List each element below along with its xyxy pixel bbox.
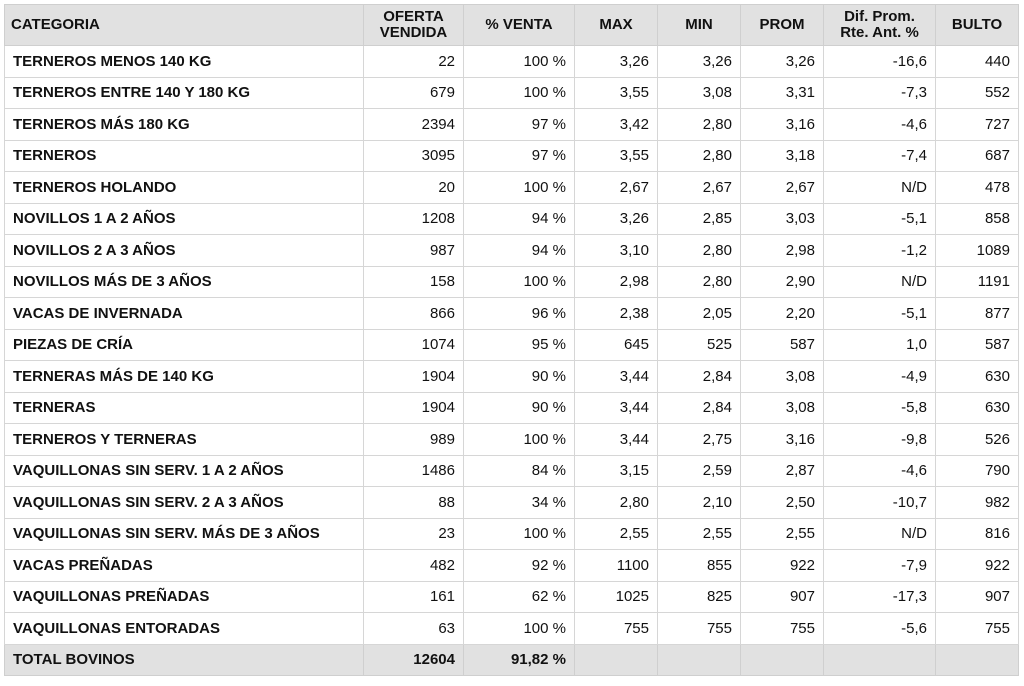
cell-oferta: 22 (364, 46, 464, 78)
cell-dif: -7,9 (824, 550, 936, 582)
cell-min: 2,84 (658, 361, 741, 393)
cell-venta: 100 % (464, 613, 575, 645)
cell-oferta: 20 (364, 172, 464, 204)
cell-venta: 95 % (464, 329, 575, 361)
cell-bulto: 727 (936, 109, 1019, 141)
cell-venta: 100 % (464, 266, 575, 298)
cell-venta: 100 % (464, 424, 575, 456)
table-row (5, 77, 1019, 109)
total-label: TOTAL BOVINOS (5, 644, 364, 675)
cell-max: 3,42 (575, 109, 658, 141)
cell-categoria: VAQUILLONAS SIN SERV. 1 A 2 AÑOS (5, 455, 364, 487)
cell-venta: 34 % (464, 487, 575, 519)
cell-max: 3,10 (575, 235, 658, 267)
header-oferta-line1: OFERTA (383, 8, 444, 25)
table-row (5, 109, 1019, 141)
cell-venta: 62 % (464, 581, 575, 613)
table-row (5, 46, 1019, 78)
table-row (5, 518, 1019, 550)
total-row (5, 644, 1019, 675)
cell-bulto: 755 (936, 613, 1019, 645)
cell-min: 2,84 (658, 392, 741, 424)
cell-max: 3,55 (575, 77, 658, 109)
cell-categoria: TERNEROS MENOS 140 KG (5, 46, 364, 78)
cell-oferta: 88 (364, 487, 464, 519)
cell-categoria: NOVILLOS 2 A 3 AÑOS (5, 235, 364, 267)
table-row (5, 266, 1019, 298)
cell-venta: 100 % (464, 518, 575, 550)
cell-bulto: 630 (936, 392, 1019, 424)
cell-prom: 907 (741, 581, 824, 613)
cell-min: 2,67 (658, 172, 741, 204)
cell-bulto: 552 (936, 77, 1019, 109)
table-row (5, 550, 1019, 582)
cell-min: 2,05 (658, 298, 741, 330)
cell-prom: 3,03 (741, 203, 824, 235)
cell-categoria: TERNERAS MÁS DE 140 KG (5, 361, 364, 393)
cell-dif: N/D (824, 266, 936, 298)
cell-dif: -5,1 (824, 203, 936, 235)
total-blank-bulto (936, 644, 1019, 675)
cell-bulto: 687 (936, 140, 1019, 172)
cell-bulto: 1191 (936, 266, 1019, 298)
cell-dif: -7,3 (824, 77, 936, 109)
cell-min: 855 (658, 550, 741, 582)
cell-oferta: 3095 (364, 140, 464, 172)
cell-prom: 3,08 (741, 392, 824, 424)
total-blank-min (658, 644, 741, 675)
cell-max: 2,80 (575, 487, 658, 519)
header-dif-prom (824, 5, 936, 46)
table-footer (5, 644, 1019, 675)
table-row (5, 455, 1019, 487)
cell-bulto: 922 (936, 550, 1019, 582)
cell-prom: 3,18 (741, 140, 824, 172)
cell-max: 3,15 (575, 455, 658, 487)
cell-categoria: NOVILLOS MÁS DE 3 AÑOS (5, 266, 364, 298)
cell-categoria: TERNEROS ENTRE 140 Y 180 KG (5, 77, 364, 109)
cell-venta: 94 % (464, 235, 575, 267)
cell-dif: 1,0 (824, 329, 936, 361)
cell-oferta: 987 (364, 235, 464, 267)
cell-oferta: 158 (364, 266, 464, 298)
cell-min: 2,75 (658, 424, 741, 456)
cell-max: 3,26 (575, 46, 658, 78)
cell-prom: 587 (741, 329, 824, 361)
cell-categoria: TERNEROS MÁS 180 KG (5, 109, 364, 141)
cell-oferta: 1904 (364, 392, 464, 424)
table-row (5, 329, 1019, 361)
cell-dif: -16,6 (824, 46, 936, 78)
cell-dif: -4,6 (824, 109, 936, 141)
table-row (5, 203, 1019, 235)
cell-prom: 3,26 (741, 46, 824, 78)
cell-prom: 3,31 (741, 77, 824, 109)
table-row (5, 581, 1019, 613)
cell-venta: 100 % (464, 172, 575, 204)
cell-max: 2,98 (575, 266, 658, 298)
cell-oferta: 2394 (364, 109, 464, 141)
cell-venta: 100 % (464, 77, 575, 109)
cell-venta: 90 % (464, 392, 575, 424)
cell-bulto: 587 (936, 329, 1019, 361)
cell-prom: 755 (741, 613, 824, 645)
cell-bulto: 526 (936, 424, 1019, 456)
table-row (5, 392, 1019, 424)
cell-min: 2,80 (658, 109, 741, 141)
cell-max: 3,44 (575, 361, 658, 393)
cell-bulto: 440 (936, 46, 1019, 78)
cell-prom: 2,20 (741, 298, 824, 330)
cell-prom: 2,50 (741, 487, 824, 519)
total-oferta: 12604 (364, 644, 464, 675)
cell-min: 525 (658, 329, 741, 361)
cell-categoria: VAQUILLONAS ENTORADAS (5, 613, 364, 645)
header-min: MIN (658, 5, 741, 46)
cell-min: 2,85 (658, 203, 741, 235)
cell-dif: -5,8 (824, 392, 936, 424)
cell-categoria: VAQUILLONAS SIN SERV. MÁS DE 3 AÑOS (5, 518, 364, 550)
cell-oferta: 23 (364, 518, 464, 550)
price-table-container (4, 4, 1018, 676)
cell-bulto: 630 (936, 361, 1019, 393)
cell-oferta: 989 (364, 424, 464, 456)
cell-dif: -5,6 (824, 613, 936, 645)
table-row (5, 172, 1019, 204)
cell-oferta: 1486 (364, 455, 464, 487)
cell-max: 2,55 (575, 518, 658, 550)
cell-min: 825 (658, 581, 741, 613)
cell-categoria: TERNEROS HOLANDO (5, 172, 364, 204)
cell-categoria: VACAS DE INVERNADA (5, 298, 364, 330)
cell-dif: -10,7 (824, 487, 936, 519)
total-blank-prom (741, 644, 824, 675)
cell-oferta: 63 (364, 613, 464, 645)
cell-venta: 90 % (464, 361, 575, 393)
cell-max: 3,55 (575, 140, 658, 172)
header-bulto: BULTO (936, 5, 1019, 46)
cell-prom: 2,98 (741, 235, 824, 267)
cell-max: 755 (575, 613, 658, 645)
cell-dif: -5,1 (824, 298, 936, 330)
cell-min: 2,80 (658, 235, 741, 267)
cell-min: 2,59 (658, 455, 741, 487)
table-body (5, 46, 1019, 645)
total-blank-max (575, 644, 658, 675)
cell-venta: 97 % (464, 109, 575, 141)
cell-dif: N/D (824, 518, 936, 550)
cell-dif: -7,4 (824, 140, 936, 172)
cell-prom: 2,87 (741, 455, 824, 487)
cell-oferta: 1208 (364, 203, 464, 235)
cell-dif: -4,6 (824, 455, 936, 487)
cell-categoria: VACAS PREÑADAS (5, 550, 364, 582)
cell-max: 3,44 (575, 392, 658, 424)
table-row (5, 140, 1019, 172)
cell-venta: 84 % (464, 455, 575, 487)
header-oferta-line2: VENDIDA (379, 24, 448, 41)
table-row (5, 235, 1019, 267)
table-row (5, 424, 1019, 456)
cell-prom: 3,08 (741, 361, 824, 393)
cell-bulto: 877 (936, 298, 1019, 330)
cell-oferta: 1904 (364, 361, 464, 393)
cell-bulto: 1089 (936, 235, 1019, 267)
cell-categoria: NOVILLOS 1 A 2 AÑOS (5, 203, 364, 235)
cell-venta: 96 % (464, 298, 575, 330)
table-row (5, 487, 1019, 519)
cell-prom: 2,55 (741, 518, 824, 550)
cell-venta: 100 % (464, 46, 575, 78)
cell-dif: -17,3 (824, 581, 936, 613)
cell-oferta: 1074 (364, 329, 464, 361)
header-dif-line2: Rte. Ant. % (840, 24, 919, 41)
cell-min: 2,10 (658, 487, 741, 519)
cell-oferta: 161 (364, 581, 464, 613)
cell-venta: 94 % (464, 203, 575, 235)
cell-min: 2,55 (658, 518, 741, 550)
total-venta: 91,82 % (464, 644, 575, 675)
cell-max: 1100 (575, 550, 658, 582)
header-oferta-vendida (364, 5, 464, 46)
cell-categoria: PIEZAS DE CRÍA (5, 329, 364, 361)
table-row (5, 613, 1019, 645)
cell-prom: 2,67 (741, 172, 824, 204)
header-prom: PROM (741, 5, 824, 46)
cell-categoria: VAQUILLONAS SIN SERV. 2 A 3 AÑOS (5, 487, 364, 519)
cell-bulto: 816 (936, 518, 1019, 550)
cell-max: 645 (575, 329, 658, 361)
header-categoria: CATEGORIA (5, 5, 364, 46)
total-blank-dif (824, 644, 936, 675)
bovinos-price-table (4, 4, 1019, 676)
cell-oferta: 866 (364, 298, 464, 330)
cell-max: 3,44 (575, 424, 658, 456)
cell-bulto: 907 (936, 581, 1019, 613)
cell-min: 2,80 (658, 266, 741, 298)
cell-max: 2,38 (575, 298, 658, 330)
cell-dif: -9,8 (824, 424, 936, 456)
cell-prom: 2,90 (741, 266, 824, 298)
cell-bulto: 478 (936, 172, 1019, 204)
cell-dif: -1,2 (824, 235, 936, 267)
cell-max: 1025 (575, 581, 658, 613)
cell-prom: 922 (741, 550, 824, 582)
table-row (5, 361, 1019, 393)
table-header (5, 5, 1019, 46)
cell-categoria: TERNEROS (5, 140, 364, 172)
table-row (5, 298, 1019, 330)
cell-categoria: TERNERAS (5, 392, 364, 424)
cell-prom: 3,16 (741, 109, 824, 141)
cell-categoria: TERNEROS Y TERNERAS (5, 424, 364, 456)
header-dif-line1: Dif. Prom. (844, 8, 915, 25)
cell-max: 3,26 (575, 203, 658, 235)
cell-bulto: 790 (936, 455, 1019, 487)
cell-min: 2,80 (658, 140, 741, 172)
header-venta: % VENTA (464, 5, 575, 46)
cell-max: 2,67 (575, 172, 658, 204)
cell-bulto: 858 (936, 203, 1019, 235)
cell-min: 3,26 (658, 46, 741, 78)
cell-oferta: 679 (364, 77, 464, 109)
cell-min: 3,08 (658, 77, 741, 109)
cell-bulto: 982 (936, 487, 1019, 519)
cell-min: 755 (658, 613, 741, 645)
cell-venta: 97 % (464, 140, 575, 172)
cell-dif: N/D (824, 172, 936, 204)
cell-dif: -4,9 (824, 361, 936, 393)
cell-prom: 3,16 (741, 424, 824, 456)
cell-oferta: 482 (364, 550, 464, 582)
header-max: MAX (575, 5, 658, 46)
cell-venta: 92 % (464, 550, 575, 582)
cell-categoria: VAQUILLONAS PREÑADAS (5, 581, 364, 613)
